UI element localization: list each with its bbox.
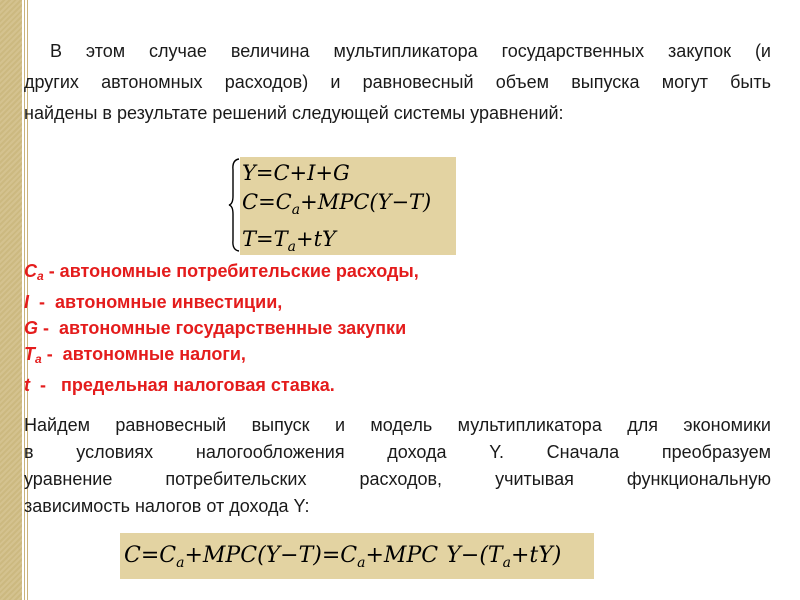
eq1-text: Y=C+I+G [242, 161, 350, 185]
eq2-text: +MPC(Y−T) [300, 190, 432, 214]
definition-text: - автономные потребительские расходы, [43, 261, 419, 281]
definition-text: - предельная налоговая ставка. [30, 375, 335, 395]
definition-item [24, 372, 419, 398]
final-formula [120, 533, 594, 579]
eq2-subscript: a [291, 202, 301, 218]
equation-consumption [242, 188, 456, 225]
eq3-text: +tY [295, 227, 336, 251]
curly-brace [228, 158, 240, 252]
equation-taxes [242, 225, 456, 262]
formula-text: +MPC(Y−T)=C [184, 543, 358, 568]
definition-symbol: C [24, 261, 37, 281]
definition-subscript: a [35, 352, 42, 366]
definition-subscript: a [37, 269, 44, 283]
formula-text: Y−(T [446, 543, 503, 568]
formula-subscript: a [176, 555, 185, 571]
formula-text: C=C [124, 543, 177, 568]
definition-item [24, 289, 419, 315]
final-equation [124, 538, 594, 579]
definition-symbol: T [24, 344, 35, 364]
intro-line: В этом случае величина мультипликатора государственных закупок (и [50, 41, 771, 61]
equation-output [242, 159, 456, 188]
body-line: уравнение потребительских расходов, учитывая функциональную [24, 469, 771, 489]
body-line: в условиях налогообложения дохода Y. Сначала преобразуем [24, 442, 771, 462]
definition-text: - автономные инвестиции, [29, 292, 283, 312]
definition-item [24, 341, 419, 372]
definition-text: - автономные налоги, [41, 344, 246, 364]
eq3-subscript: a [287, 239, 296, 255]
equation-system [240, 157, 456, 255]
definition-item [24, 258, 419, 289]
formula-text: +MPC [365, 543, 439, 568]
body-line: Найдем равновесный выпуск и модель мультипликатора для экономики [24, 415, 771, 435]
formula-subscript: a [357, 555, 366, 571]
definitions-list [24, 258, 419, 398]
definition-item [24, 315, 419, 341]
intro-line: других автономных расходов) и равновесный объем выпуска могут быть [24, 72, 771, 92]
intro-paragraph [24, 36, 771, 129]
definition-symbol: G [24, 318, 39, 338]
formula-text: +tY) [510, 543, 562, 568]
definition-symbol: I [24, 292, 30, 312]
intro-line: найдены в результате решений следующей системы уравнений: [24, 103, 564, 123]
eq3-text: T=T [242, 227, 288, 251]
body-paragraph [24, 412, 771, 520]
formula-subscript: a [502, 555, 511, 571]
eq2-text: C=C [242, 190, 292, 214]
body-line: зависимость налогов от дохода Y: [24, 496, 310, 516]
definition-text: - автономные государственные закупки [38, 318, 407, 338]
definition-symbol: t [24, 375, 30, 395]
